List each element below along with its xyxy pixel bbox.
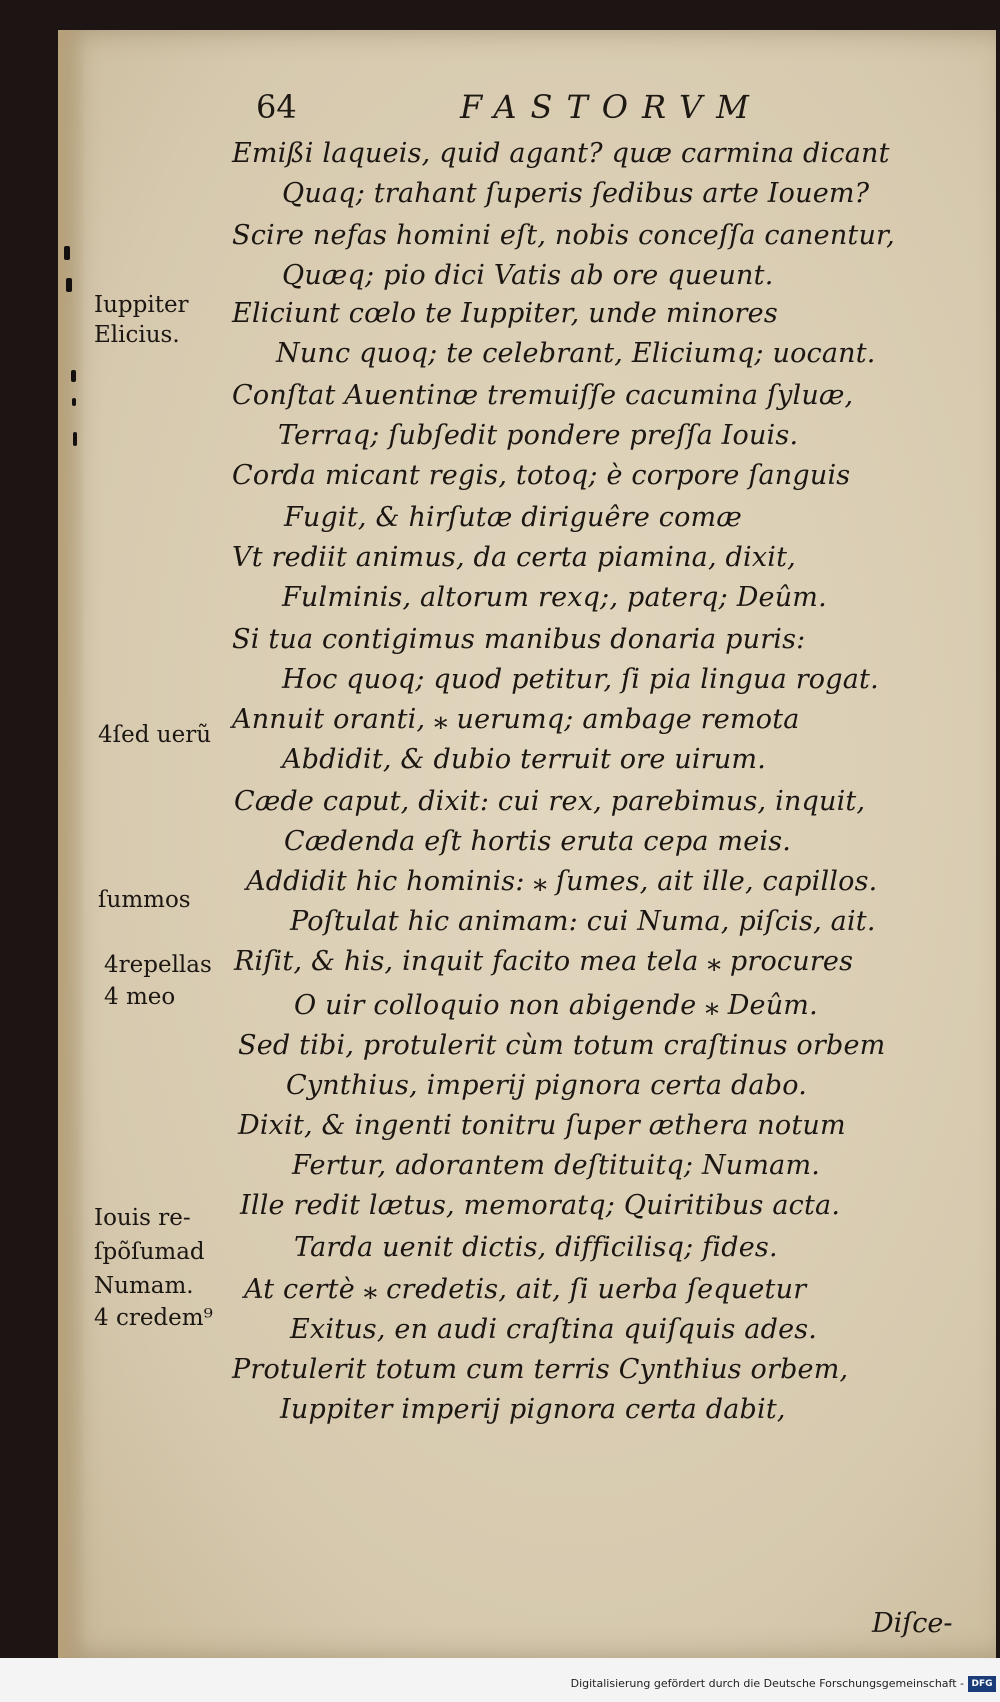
- verse-line-22: O uir colloquio non abigende ⁎ Deûm.: [294, 990, 818, 1021]
- digitization-footer: [0, 1658, 1000, 1702]
- verse-line-8: Terraq; ſubſedit pondere preſſa Iouis.: [278, 420, 799, 451]
- verse-line-26: Fertur, adorantem deſtituitq; Numam.: [292, 1150, 821, 1181]
- verse-line-9: Corda micant regis, totoq; è corpore ſanguis: [232, 460, 851, 491]
- margin-note-repellas: 4repellas: [104, 952, 212, 978]
- ink-blot: [73, 432, 77, 446]
- page-number: 64: [256, 88, 297, 126]
- verse-line-25: Dixit, & ingenti tonitru ſuper æthera notum: [238, 1110, 846, 1141]
- margin-note-iouis-1: Iouis re-: [94, 1205, 191, 1231]
- verse-line-20: Poſtulat hic animam: cui Numa, piſcis, ait.: [290, 906, 876, 937]
- verse-line-30: Exitus, en audi craſtina quiſquis ades.: [290, 1314, 818, 1345]
- dfg-logo-icon: DFG: [968, 1676, 996, 1692]
- margin-note-iouis-2: ſpõſumad: [94, 1239, 205, 1265]
- verse-line-28: Tarda uenit dictis, difficilisq; fides.: [294, 1232, 778, 1263]
- verse-line-18: Cædenda eſt hortis eruta cepa meis.: [284, 826, 792, 857]
- verse-line-31: Protulerit totum cum terris Cynthius orbem,: [232, 1354, 849, 1385]
- verse-line-4: Quæq; pio dici Vatis ab ore queunt.: [282, 260, 774, 291]
- margin-note-summos: ſummos: [98, 887, 191, 913]
- ink-blot: [71, 370, 76, 382]
- verse-line-21: Riſit, & his, inquit facito mea tela ⁎ procures: [234, 946, 854, 977]
- verse-line-2: Quaq; trahant ſuperis ſedibus arte Iouem?: [282, 178, 870, 209]
- margin-note-sed-uerum: 4ſed uerũ: [98, 722, 212, 748]
- verse-line-19: Addidit hic hominis: ⁎ ſumes, ait ille, capillos.: [246, 866, 878, 897]
- margin-note-iuppiter: Iuppiter: [94, 292, 189, 318]
- verse-line-6: Nunc quoq; te celebrant, Eliciumq; uocant.: [276, 338, 876, 369]
- verse-line-13: Si tua contigimus manibus donaria puris:: [232, 624, 806, 655]
- verse-line-11: Vt rediit animus, da certa piamina, dixit,: [232, 542, 796, 573]
- footer-credit: Digitalisierung gefördert durch die Deutsche Forschungsgemeinschaft -: [570, 1677, 964, 1690]
- verse-line-16: Abdidit, & dubio terruit ore uirum.: [282, 744, 767, 775]
- ink-blot: [64, 246, 70, 260]
- verse-line-12: Fulminis, altorum rexq;, paterq; Deûm.: [282, 582, 827, 613]
- verse-line-27: Ille redit lætus, memoratq; Quiritibus acta.: [240, 1190, 841, 1221]
- margin-note-credem: 4 credem⁹: [94, 1305, 213, 1331]
- page-header: [0, 88, 1000, 138]
- verse-line-17: Cæde caput, dixit: cui rex, parebimus, inquit,: [234, 786, 866, 817]
- verse-line-5: Eliciunt cœlo te Iuppiter, unde minores: [232, 298, 778, 329]
- verse-line-7: Conſtat Auentinæ tremuiſſe cacumina ſyluæ,: [232, 380, 854, 411]
- ink-blot: [66, 278, 72, 292]
- margin-note-iouis-3: Numam.: [94, 1273, 194, 1299]
- verse-line-14: Hoc quoq; quod petitur, ſi pia lingua rogat.: [282, 664, 879, 695]
- running-head: FASTORVM: [460, 88, 763, 126]
- verse-line-10: Fugit, & hirſutæ diriguêre comæ: [284, 502, 742, 533]
- verse-line-29: At certè ⁎ credetis, ait, ſi uerba ſequetur: [244, 1274, 807, 1305]
- margin-note-elicius: Elicius.: [94, 322, 180, 348]
- ink-blot: [72, 398, 76, 406]
- margin-note-meo: 4 meo: [104, 984, 176, 1010]
- verse-line-24: Cynthius, imperij pignora certa dabo.: [286, 1070, 807, 1101]
- verse-line-23: Sed tibi, protulerit cùm totum craſtinus orbem: [238, 1030, 886, 1061]
- verse-line-3: Scire nefas homini eſt, nobis conceſſa canentur,: [232, 220, 895, 251]
- verse-line-1: Emißi laqueis, quid agant? quæ carmina dicant: [232, 138, 890, 169]
- verse-line-32: Iuppiter imperij pignora certa dabit,: [280, 1394, 786, 1425]
- catchword: Diſce-: [872, 1608, 953, 1639]
- verse-line-15: Annuit oranti, ⁎ uerumq; ambage remota: [232, 704, 800, 735]
